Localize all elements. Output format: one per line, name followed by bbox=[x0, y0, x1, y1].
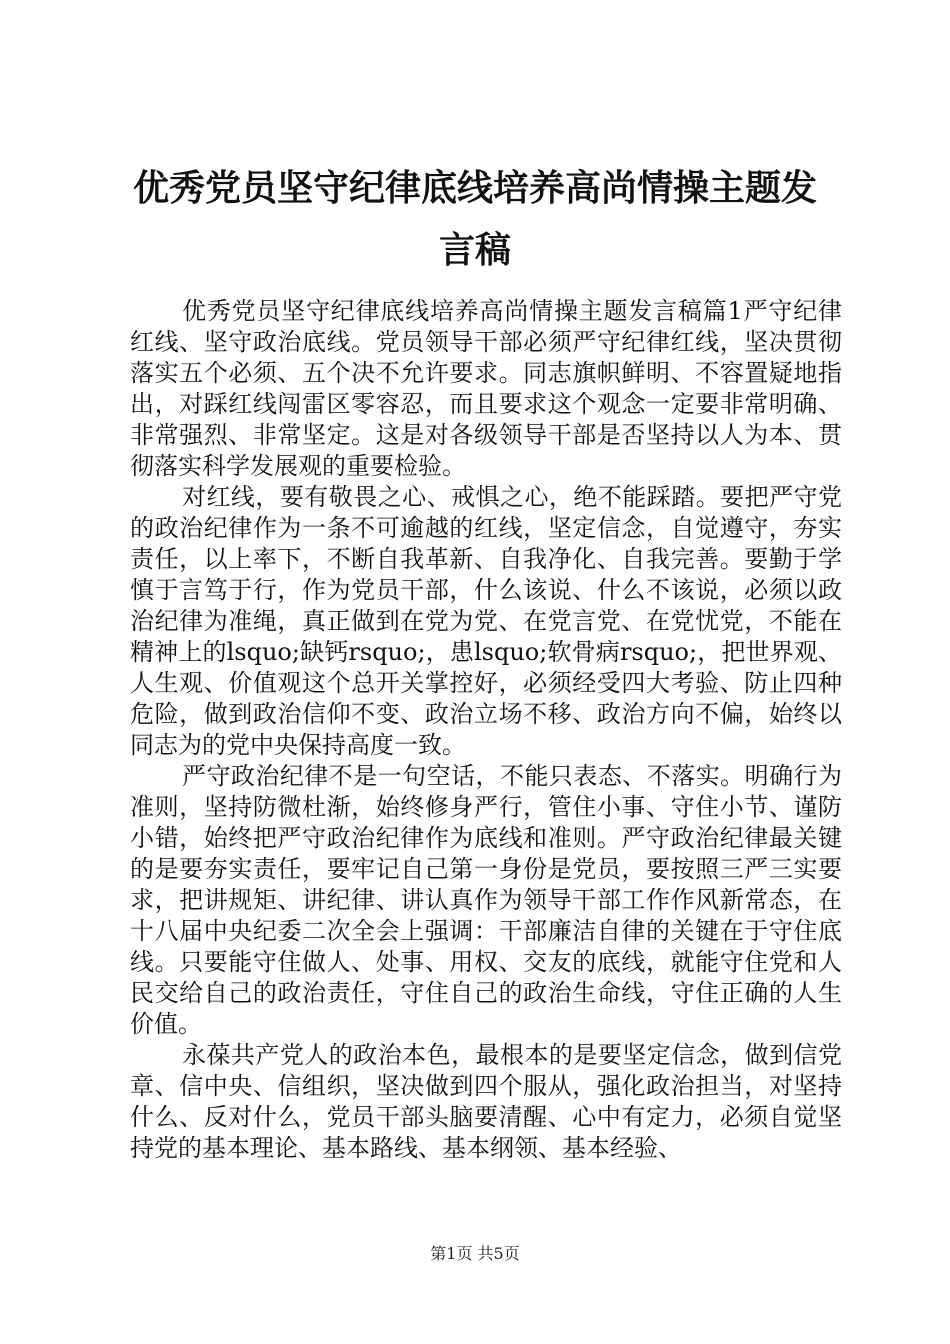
paragraph: 严守政治纪律不是一句空话，不能只表态、不落实。明确行为准则，坚持防微杜渐，始终修身严行，管住小事、守住小节、谨防小错，始终把严守政治纪律作为底线和准则。严守政治纪律最关键的是要夯实责任，要牢记自己第一身份是党员，要按照三严三实要求，把讲规矩、讲纪律、讲认真作为领导干部工作作风新常态，在十八届中央纪委二次全会上强调：干部廉洁自律的关键在于守住底线。只要能守住做人、处事、用权、交友的底线，就能守住党和人民交给自己的政治责任，守住自己的政治生命线，守住正确的人生价值。 bbox=[130, 762, 842, 1038]
document-title: 优秀党员坚守纪律底线培养高尚情操主题发言稿 bbox=[132, 168, 817, 271]
page-footer: 第1页 共5页 bbox=[430, 1244, 520, 1263]
paragraph: 对红线，要有敬畏之心、戒惧之心，绝不能踩踏。要把严守党的政治纪律作为一条不可逾越的红线，坚定信念，自觉遵守，夯实责任，以上率下，不断自我革新、自我净化、自我完善。要勤于学慎于言笃于行，作为党员干部，什么该说、什么不该说，必须以政治纪律为准绳，真正做到在党为党、在党言党、在党忧党，不能在精神上的lsquo;缺钙rsquo;，患lsquo;软骨病rsquo;，把世界观、人生观、价值观这个总开关掌控好，必须经受四大考验、防止四种危险，做到政治信仰不变、政治立场不移、政治方向不偏，始终以同志为的党中央保持高度一致。 bbox=[130, 483, 842, 759]
paragraph: 永葆共产党人的政治本色，最根本的是要坚定信念，做到信党章、信中央、信组织，坚决做到四个服从，强化政治担当，对坚持什么、反对什么，党员干部头脑要清醒、心中有定力，必须自觉坚持党的基本理论、基本路线、基本纲领、基本经验、 bbox=[130, 1041, 842, 1162]
document-body bbox=[130, 296, 842, 1164]
paragraph: 优秀党员坚守纪律底线培养高尚情操主题发言稿篇1严守纪律红线、坚守政治底线。党员领导干部必须严守纪律红线，坚决贯彻落实五个必须、五个决不允许要求。同志旗帜鲜明、不容置疑地指出，对踩红线闯雷区零容忍，而且要求这个观念一定要非常明确、非常强烈、非常坚定。这是对各级领导干部是否坚持以人为本、贯彻落实科学发展观的重要检验。 bbox=[130, 297, 842, 480]
